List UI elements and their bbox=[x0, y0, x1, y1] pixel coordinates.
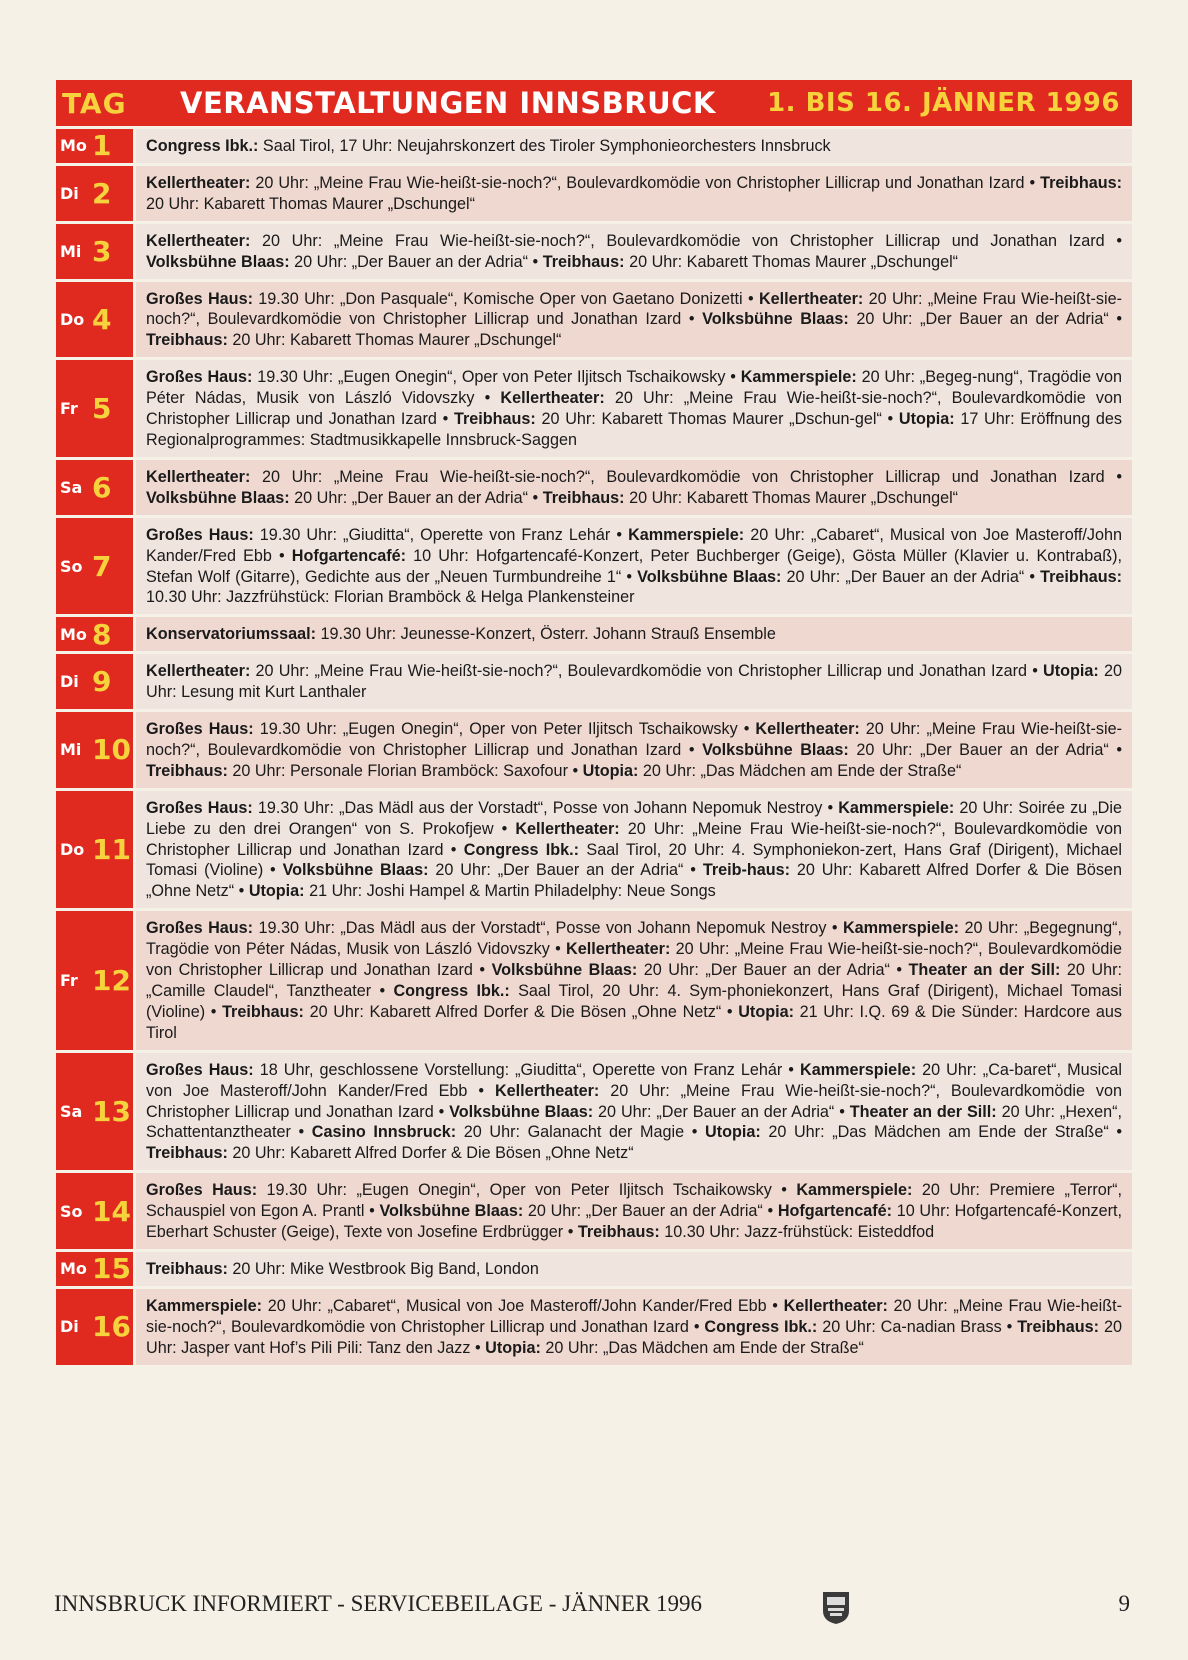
footer-text: INNSBRUCK INFORMIERT - SERVICEBEILAGE - JÄNNER 1996 bbox=[54, 1591, 703, 1616]
event-description: Großes Haus: 19.30 Uhr: „Das Mädl aus der Vorstadt“, Posse von Johann Nepomuk Nestroy • Kammerspiele: 20 Uhr: „Begegnung“, Tragödie von Péter Nádas, Musik von László Vidovszky • Kellertheater: 20 Uhr: „Meine Frau Wie-heißt-sie-noch?“, Boulevardkomödie von Christopher Lillicrap und Jonathan Izard • Volksbühne Blaas: 20 Uhr: „Der Bauer an der Adria“ • Theater an der Sill: 20 Uhr: „Camille Claudel“, Tanztheater • Congress Ibk.: Saal Tirol, 20 Uhr: 4. Sym-phoniekonzert, Hans Graf (Dirigent), Michael Tomasi (Violine) • Treibhaus: 20 Uhr: Kabarett Alfred Dorfer & Die Bösen „Ohne Netz“ • Utopia: 21 Uhr: I.Q. 69 & Die Sünder: Hardcore aus Tirol bbox=[136, 911, 1132, 1049]
event-description: Treibhaus: 20 Uhr: Mike Westbrook Big Band, London bbox=[136, 1252, 1132, 1286]
page-number: 9 bbox=[1118, 1591, 1130, 1616]
day-cell bbox=[56, 791, 133, 909]
event-description: Kammerspiele: 20 Uhr: „Cabaret“, Musical von Joe Masteroff/John Kander/Fred Ebb • Kellertheater: 20 Uhr: „Meine Frau Wie-heißt-sie-noch?“, Boulevardkomödie von Christopher Lillicrap und Jonathan Izard • Congress Ibk.: 20 Uhr: Ca-nadian Brass • Treibhaus: 20 Uhr: Jasper vant Hof’s Pili Pili: Tanz den Jazz • Utopia: 20 Uhr: „Das Mädchen am Ende der Straße“ bbox=[136, 1289, 1132, 1365]
day-number: 16 bbox=[92, 1310, 131, 1344]
day-cell bbox=[56, 224, 133, 279]
weekday-label: Mo bbox=[60, 136, 87, 156]
header-title: VERANSTALTUNGEN INNSBRUCK bbox=[180, 86, 716, 120]
event-description: Großes Haus: 19.30 Uhr: „Eugen Onegin“, Oper von Peter Iljitsch Tschaikowsky • Kellertheater: 20 Uhr: „Meine Frau Wie-heißt-sie-noch?“, Boulevardkomödie von Christopher Lillicrap und Jonathan Izard • Volksbühne Blaas: 20 Uhr: „Der Bauer an der Adria“ • Treibhaus: 20 Uhr: Personale Florian Bramböck: Saxofour • Utopia: 20 Uhr: „Das Mädchen am Ende der Straße“ bbox=[136, 712, 1132, 788]
table-row bbox=[56, 129, 1132, 163]
weekday-label: Di bbox=[60, 1317, 79, 1337]
day-cell bbox=[56, 617, 133, 651]
day-cell bbox=[56, 282, 133, 358]
table-row bbox=[56, 518, 1132, 615]
table-row bbox=[56, 282, 1132, 358]
weekday-label: Do bbox=[60, 840, 85, 860]
day-cell bbox=[56, 360, 133, 457]
weekday-label: Sa bbox=[60, 1101, 83, 1121]
weekday-label: Sa bbox=[60, 477, 83, 497]
table-row bbox=[56, 1173, 1132, 1249]
weekday-label: Mi bbox=[60, 241, 82, 261]
weekday-label: Di bbox=[60, 672, 79, 692]
event-description: Großes Haus: 19.30 Uhr: „Don Pasquale“, Komische Oper von Gaetano Donizetti • Kellertheater: 20 Uhr: „Meine Frau Wie-heißt-sie-noch?“, Boulevardkomödie von Christopher Lillicrap und Jonathan Izard • Volksbühne Blaas: 20 Uhr: „Der Bauer an der Adria“ • Treibhaus: 20 Uhr: Kabarett Thomas Maurer „Dschungel“ bbox=[136, 282, 1132, 358]
day-number: 5 bbox=[92, 392, 112, 426]
day-cell bbox=[56, 1053, 133, 1171]
events-table bbox=[56, 80, 1132, 1365]
header-date-range: 1. BIS 16. JÄNNER 1996 bbox=[767, 88, 1120, 118]
day-cell bbox=[56, 1173, 133, 1249]
day-number: 7 bbox=[92, 549, 112, 583]
day-number: 8 bbox=[92, 617, 112, 651]
event-description: Congress Ibk.: Saal Tirol, 17 Uhr: Neujahrskonzert des Tiroler Symphonieorchesters Innsbruck bbox=[136, 129, 1132, 163]
day-number: 4 bbox=[92, 302, 112, 336]
table-row bbox=[56, 712, 1132, 788]
day-cell bbox=[56, 129, 133, 163]
day-number: 12 bbox=[92, 964, 131, 997]
event-description: Kellertheater: 20 Uhr: „Meine Frau Wie-heißt-sie-noch?“, Boulevardkomödie von Christopher Lillicrap und Jonathan Izard • Utopia: 20 Uhr: Lesung mit Kurt Lanthaler bbox=[136, 654, 1132, 709]
event-description: Kellertheater: 20 Uhr: „Meine Frau Wie-heißt-sie-noch?“, Boulevardkomödie von Christopher Lillicrap und Jonathan Izard • Volksbühne Blaas: 20 Uhr: „Der Bauer an der Adria“ • Treibhaus: 20 Uhr: Kabarett Thomas Maurer „Dschungel“ bbox=[136, 224, 1132, 279]
day-number: 6 bbox=[92, 470, 112, 504]
day-number: 11 bbox=[92, 833, 131, 867]
day-number: 9 bbox=[92, 665, 112, 699]
weekday-label: So bbox=[60, 1201, 83, 1221]
event-description: Großes Haus: 19.30 Uhr: „Das Mädl aus der Vorstadt“, Posse von Johann Nepomuk Nestroy • Kammerspiele: 20 Uhr: Soirée zu „Die Liebe zu den drei Orangen“ von S. Prokofjew • Kellertheater: 20 Uhr: „Meine Frau Wie-heißt-sie-noch?“, Boulevardkomödie von Christopher Lillicrap und Jonathan Izard • Congress Ibk.: Saal Tirol, 20 Uhr: 4. Symphoniekon-zert, Hans Graf (Dirigent), Michael Tomasi (Violine) • Volksbühne Blaas: 20 Uhr: „Der Bauer an der Adria“ • Treib-haus: 20 Uhr: Kabarett Alfred Dorfer & Die Bösen „Ohne Netz“ • Utopia: 21 Uhr: Joshi Hampel & Martin Philadelphy: Neue Songs bbox=[136, 791, 1132, 909]
day-cell bbox=[56, 166, 133, 221]
day-number: 13 bbox=[92, 1094, 131, 1128]
day-number: 1 bbox=[92, 129, 112, 163]
table-row bbox=[56, 617, 1132, 651]
event-description: Kellertheater: 20 Uhr: „Meine Frau Wie-heißt-sie-noch?“, Boulevardkomödie von Christopher Lillicrap und Jonathan Izard • Volksbühne Blaas: 20 Uhr: „Der Bauer an der Adria“ • Treibhaus: 20 Uhr: Kabarett Thomas Maurer „Dschungel“ bbox=[136, 460, 1132, 515]
day-cell bbox=[56, 518, 133, 615]
event-description: Großes Haus: 19.30 Uhr: „Eugen Onegin“, Oper von Peter Iljitsch Tschaikowsky • Kammerspiele: 20 Uhr: „Begeg-nung“, Tragödie von Péter Nádas, Musik von László Vidovszky • Kellertheater: 20 Uhr: „Meine Frau Wie-heißt-sie-noch?“, Boulevardkomödie von Christopher Lillicrap und Jonathan Izard • Treibhaus: 20 Uhr: Kabarett Thomas Maurer „Dschun-gel“ • Utopia: 17 Uhr: Eröffnung des Regionalprogrammes: Stadtmusikkapelle Innsbruck-Saggen bbox=[136, 360, 1132, 457]
event-rows bbox=[56, 129, 1132, 1365]
table-row bbox=[56, 460, 1132, 515]
day-cell bbox=[56, 460, 133, 515]
table-header bbox=[56, 80, 1132, 126]
weekday-label: Di bbox=[60, 183, 79, 203]
table-row bbox=[56, 911, 1132, 1049]
weekday-label: Mi bbox=[60, 740, 82, 760]
day-number: 2 bbox=[92, 176, 112, 210]
table-row bbox=[56, 1252, 1132, 1286]
day-number: 15 bbox=[92, 1252, 131, 1286]
day-number: 10 bbox=[92, 733, 131, 767]
table-row bbox=[56, 654, 1132, 709]
weekday-label: Fr bbox=[60, 399, 78, 419]
weekday-label: So bbox=[60, 556, 83, 576]
event-description: Kellertheater: 20 Uhr: „Meine Frau Wie-heißt-sie-noch?“, Boulevardkomödie von Christopher Lillicrap und Jonathan Izard • Treibhaus: 20 Uhr: Kabarett Thomas Maurer „Dschungel“ bbox=[136, 166, 1132, 221]
table-row bbox=[56, 166, 1132, 221]
weekday-label: Mo bbox=[60, 1259, 87, 1279]
day-number: 14 bbox=[92, 1194, 131, 1228]
table-row bbox=[56, 1053, 1132, 1171]
event-description: Großes Haus: 19.30 Uhr: „Giuditta“, Operette von Franz Lehár • Kammerspiele: 20 Uhr: „Cabaret“, Musical von Joe Masteroff/John Kander/Fred Ebb • Hofgartencafé: 10 Uhr: Hofgartencafé-Konzert, Peter Buchberger (Geige), Gösta Müller (Klavier u. Kontrabaß), Stefan Wolf (Gitarre), Gedichte aus der „Neuen Turmbundreihe 1“ • Volksbühne Blaas: 20 Uhr: „Der Bauer an der Adria“ • Treibhaus: 10.30 Uhr: Jazzfrühstück: Florian Bramböck & Helga Plankensteiner bbox=[136, 518, 1132, 615]
table-row bbox=[56, 1289, 1132, 1365]
table-row bbox=[56, 360, 1132, 457]
day-cell bbox=[56, 911, 133, 1049]
day-cell bbox=[56, 654, 133, 709]
city-crest-icon bbox=[822, 1591, 850, 1625]
table-row bbox=[56, 224, 1132, 279]
weekday-label: Fr bbox=[60, 971, 78, 990]
event-description: Konservatoriumssaal: 19.30 Uhr: Jeunesse-Konzert, Österr. Johann Strauß Ensemble bbox=[136, 617, 1132, 651]
header-tag: TAG bbox=[62, 86, 127, 120]
table-row bbox=[56, 791, 1132, 909]
day-cell bbox=[56, 712, 133, 788]
event-description: Großes Haus: 18 Uhr, geschlossene Vorstellung: „Giuditta“, Operette von Franz Lehár • Kammerspiele: 20 Uhr: „Ca-baret“, Musical von Joe Masteroff/John Kander/Fred Ebb • Kellertheater: 20 Uhr: „Meine Frau Wie-heißt-sie-noch?“, Boulevardkomödie von Christopher Lillicrap und Jonathan Izard • Volksbühne Blaas: 20 Uhr: „Der Bauer an der Adria“ • Theater an der Sill: 20 Uhr: „Hexen“, Schattentanztheater • Casino Innsbruck: 20 Uhr: Galanacht der Magie • Utopia: 20 Uhr: „Das Mädchen am Ende der Straße“ • Treibhaus: 20 Uhr: Kabarett Alfred Dorfer & Die Bösen „Ohne Netz“ bbox=[136, 1053, 1132, 1171]
weekday-label: Do bbox=[60, 309, 85, 329]
day-number: 3 bbox=[92, 234, 112, 268]
weekday-label: Mo bbox=[60, 624, 87, 644]
day-cell bbox=[56, 1289, 133, 1365]
event-description: Großes Haus: 19.30 Uhr: „Eugen Onegin“, Oper von Peter Iljitsch Tschaikowsky • Kammerspiele: 20 Uhr: Premiere „Terror“, Schauspiel von Egon A. Prantl • Volksbühne Blaas: 20 Uhr: „Der Bauer an der Adria“ • Hofgartencafé: 10 Uhr: Hofgartencafé-Konzert, Eberhart Schuster (Geige), Texte von Josefine Erdbrügger • Treibhaus: 10.30 Uhr: Jazz-frühstück: Eisteddfod bbox=[136, 1173, 1132, 1249]
day-cell bbox=[56, 1252, 133, 1286]
